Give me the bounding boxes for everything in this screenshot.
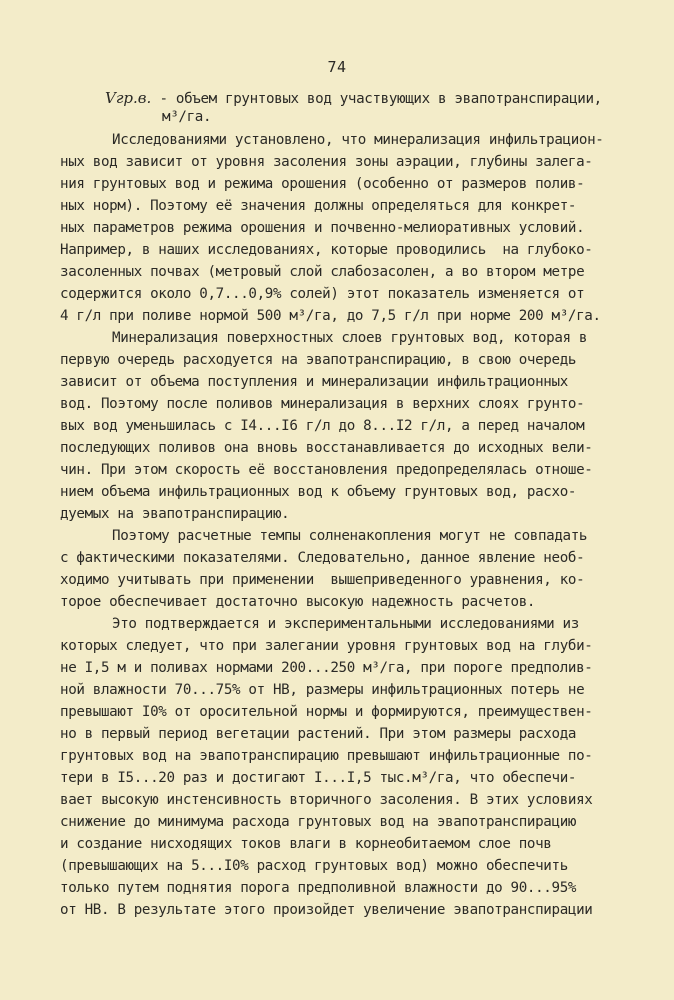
text-line: снижение до минимума расхода грунтовых вод на эвапотранспирацию bbox=[60, 814, 577, 830]
text-line: ных вод зависит от уровня засоления зоны аэрации, глубины залега- bbox=[60, 154, 593, 170]
text-line: зависит от объема поступления и минерализации инфильтрационных bbox=[60, 374, 568, 390]
text-line: с фактическими показателями. Следовательно, данное явление необ- bbox=[60, 550, 585, 566]
text-line: ных норм). Поэтому её значения должны определяться для конкрет- bbox=[60, 198, 577, 214]
text-line: ной влажности 70...75% от НВ, размеры инфильтрационных потерь не bbox=[60, 682, 585, 698]
text-line: не I,5 м и поливах нормами 200...250 м³/га, при пороге предполив- bbox=[60, 660, 593, 676]
text-line: чин. При этом скорость её восстановления предопределялась отноше- bbox=[60, 462, 593, 478]
text-line: последующих поливов она вновь восстанавливается до исходных вели- bbox=[60, 440, 593, 456]
text-line: и создание нисходящих токов влаги в корнеобитаемом слое почв bbox=[60, 836, 552, 852]
text-line: Исследованиями установлено, что минерализация инфильтрацион- bbox=[112, 132, 604, 148]
text-line: Например, в наших исследованиях, которые проводились на глубоко- bbox=[60, 242, 593, 258]
text-line: ния грунтовых вод и режима орошения (особенно от размеров полив- bbox=[60, 176, 585, 192]
text-line: первую очередь расходуется на эвапотранспирацию, в свою очередь bbox=[60, 352, 577, 368]
text-line: ных параметров режима орошения и почвенно-мелиоративных условий. bbox=[60, 220, 585, 236]
text-line: Поэтому расчетные темпы солненакопления могут не совпадать bbox=[112, 528, 588, 544]
text-line: вых вод уменьшилась с I4...I6 г/л до 8...I2 г/л, а перед началом bbox=[60, 418, 585, 434]
text-line: нием объема инфильтрационных вод к объему грунтовых вод, расхо- bbox=[60, 484, 577, 500]
page-number: 74 bbox=[327, 58, 347, 76]
text-line: которых следует, что при залегании уровня грунтовых вод на глуби- bbox=[60, 638, 593, 654]
text-line: содержится около 0,7...0,9% солей) этот показатель изменяется от bbox=[60, 286, 585, 302]
definition-text: - объем грунтовых вод участвующих в эвапотранспирации, bbox=[151, 91, 602, 107]
text-line: вод. Поэтому после поливов минерализация в верхних слоях грунто- bbox=[60, 396, 585, 412]
text-line: засоленных почвах (метровый слой слабозасолен, а во втором метре bbox=[60, 264, 585, 280]
text-line: торое обеспечивает достаточно высокую надежность расчетов. bbox=[60, 594, 536, 610]
text-line: Минерализация поверхностных слоев грунтовых вод, которая в bbox=[112, 330, 588, 346]
definition-line bbox=[105, 88, 645, 108]
text-line: тери в I5...20 раз и достигают I...I,5 тыс.м³/га, что обеспечи- bbox=[60, 770, 577, 786]
text-line: только путем поднятия порога предполивной влажности до 90...95% bbox=[60, 880, 577, 896]
handwritten-symbol: Vгр.в. bbox=[105, 89, 152, 107]
text-line: дуемых на эвапотранспирацию. bbox=[60, 506, 290, 522]
text-line: (превышающих на 5...I0% расход грунтовых вод) можно обеспечить bbox=[60, 858, 568, 874]
text-line: превышают I0% от оросительной нормы и формируются, преимуществен- bbox=[60, 704, 593, 720]
text-line: Это подтверждается и экспериментальными исследованиями из bbox=[112, 616, 579, 632]
definition-line-2: м³/га. bbox=[162, 109, 212, 125]
text-line: грунтовых вод на эвапотранспирацию превышают инфильтрационные по- bbox=[60, 748, 593, 764]
text-line: 4 г/л при поливе нормой 500 м³/га, до 7,5 г/л при норме 200 м³/га. bbox=[60, 308, 601, 324]
text-line: от НВ. В результате этого произойдет увеличение эвапотранспирации bbox=[60, 902, 593, 918]
text-line: ходимо учитывать при применении вышеприведенного уравнения, ко- bbox=[60, 572, 585, 588]
text-line: но в первый период вегетации растений. При этом размеры расхода bbox=[60, 726, 577, 742]
text-line: вает высокую инстенсивность вторичного засоления. В этих условиях bbox=[60, 792, 593, 808]
